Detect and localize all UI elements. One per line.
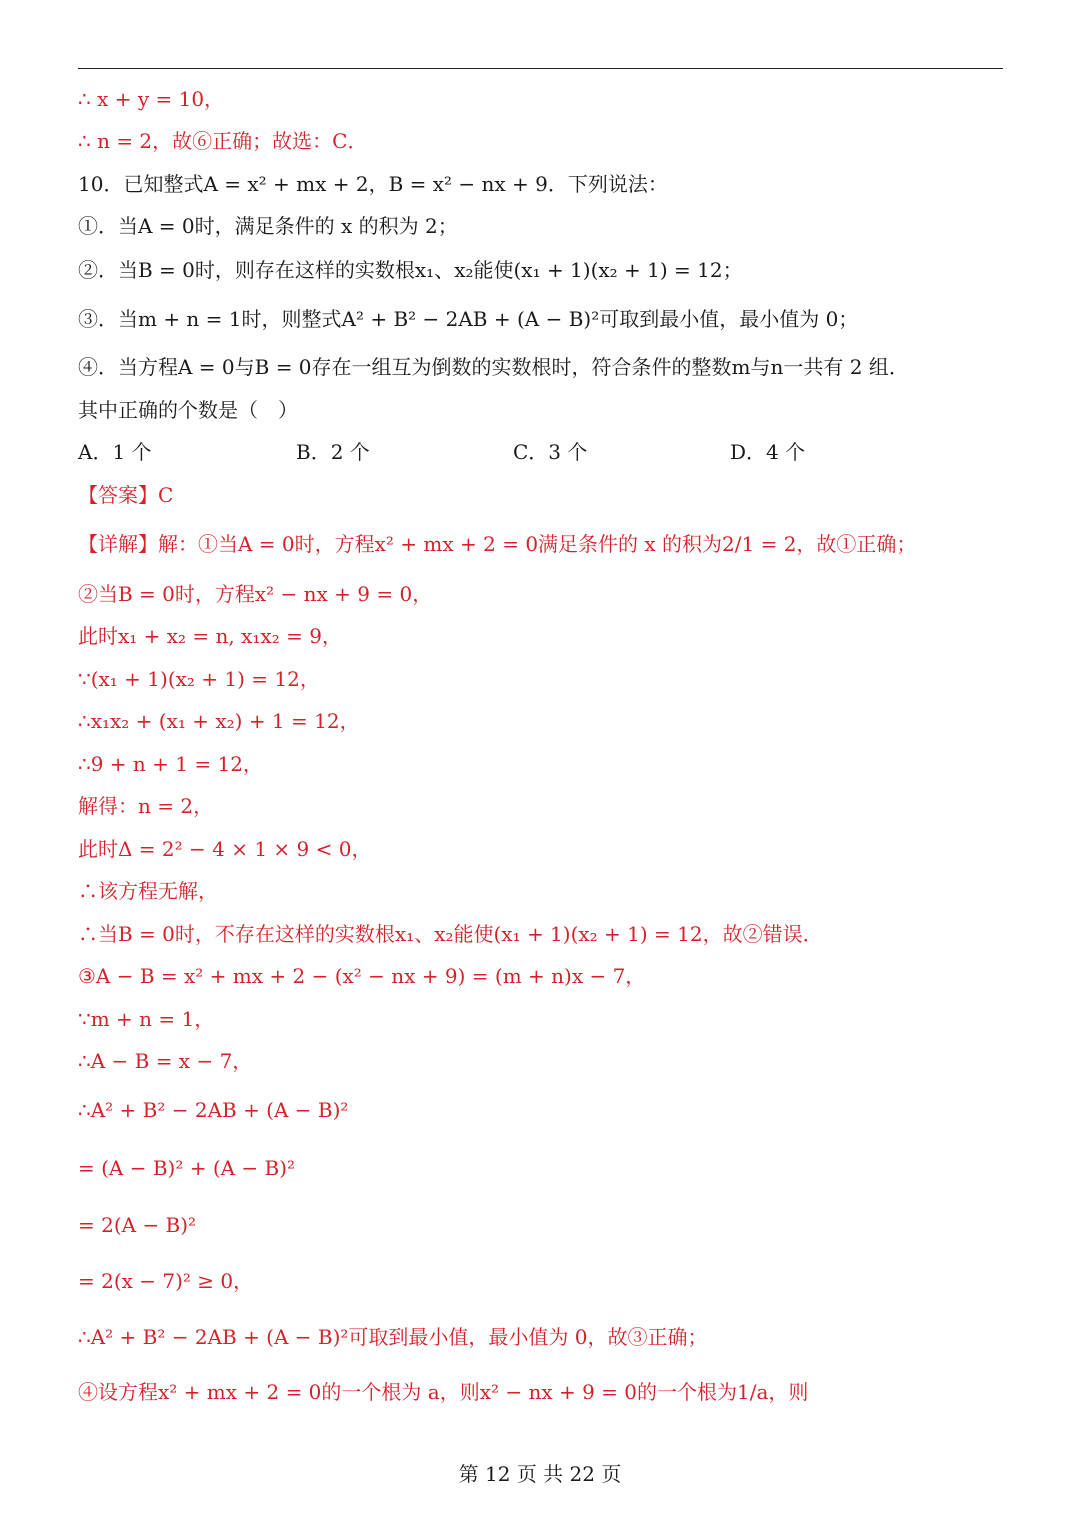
option-a: A．1 个 xyxy=(78,440,152,464)
question-statement: ①．当A = 0时，满足条件的 x 的积为 2； xyxy=(78,214,458,238)
solution-line: ④设方程x² + mx + 2 = 0的一个根为 a，则x² − nx + 9 = 0的一个根为1/a，则 xyxy=(78,1380,809,1404)
question-statement: ④．当方程A = 0与B = 0存在一组互为倒数的实数根时，符合条件的整数m与n一共有 2 组． xyxy=(78,355,909,379)
solution-line: 【详解】解：①当A = 0时，方程x² + mx + 2 = 0满足条件的 x 的积为2/1 = 2，故①正确； xyxy=(78,532,917,556)
question-stem: 10．已知整式A = x² + mx + 2，B = x² − nx + 9．下列说法： xyxy=(78,172,668,196)
answer-line: ∴ n = 2，故⑥正确；故选：C． xyxy=(78,129,368,153)
solution-line: ∵(x₁ + 1)(x₂ + 1) = 12， xyxy=(78,667,320,691)
question-statement: ③．当m + n = 1时，则整式A² + B² − 2AB + (A − B)²可取到最小值，最小值为 0； xyxy=(78,307,859,331)
solution-line: ∴该方程无解， xyxy=(78,879,218,903)
solution-line: ∴当B = 0时，不存在这样的实数根x₁、x₂能使(x₁ + 1)(x₂ + 1) = 12，故②错误． xyxy=(78,922,823,946)
header-rule xyxy=(78,68,1003,69)
solution-line: ∴A² + B² − 2AB + (A − B)² xyxy=(78,1098,349,1122)
option-b: B．2 个 xyxy=(296,440,370,464)
solution-line: ∵m + n = 1， xyxy=(78,1007,215,1031)
solution-line: ②当B = 0时，方程x² − nx + 9 = 0， xyxy=(78,582,433,606)
option-c: C．3 个 xyxy=(513,440,588,464)
solution-line: ∴A − B = x − 7， xyxy=(78,1049,253,1073)
solution-line: ∴9 + n + 1 = 12， xyxy=(78,752,263,776)
solution-line: = (A − B)² + (A − B)² xyxy=(78,1156,296,1180)
solution-line: 解得：n = 2， xyxy=(78,794,214,818)
solution-line: = 2(x − 7)² ≥ 0， xyxy=(78,1269,254,1293)
answer-line: ∴ x + y = 10， xyxy=(78,87,225,111)
solution-line: ③A − B = x² + mx + 2 − (x² − nx + 9) = (m + n)x − 7， xyxy=(78,964,646,988)
answer-label: 【答案】C xyxy=(78,483,174,507)
page-footer: 第 12 页 共 22 页 xyxy=(458,1462,622,1486)
option-d: D．4 个 xyxy=(730,440,806,464)
solution-line: 此时x₁ + x₂ = n, x₁x₂ = 9， xyxy=(78,624,342,648)
solution-line: = 2(A − B)² xyxy=(78,1213,197,1237)
solution-line: ∴x₁x₂ + (x₁ + x₂) + 1 = 12， xyxy=(78,709,360,733)
question-statement: ②．当B = 0时，则存在这样的实数根x₁、x₂能使(x₁ + 1)(x₂ + 1) = 12； xyxy=(78,258,743,282)
solution-line: ∴A² + B² − 2AB + (A − B)²可取到最小值，最小值为 0，故③正确； xyxy=(78,1325,708,1349)
solution-line: 此时Δ = 2² − 4 × 1 × 9 < 0， xyxy=(78,837,372,861)
question-prompt: 其中正确的个数是（ ） xyxy=(78,398,298,422)
